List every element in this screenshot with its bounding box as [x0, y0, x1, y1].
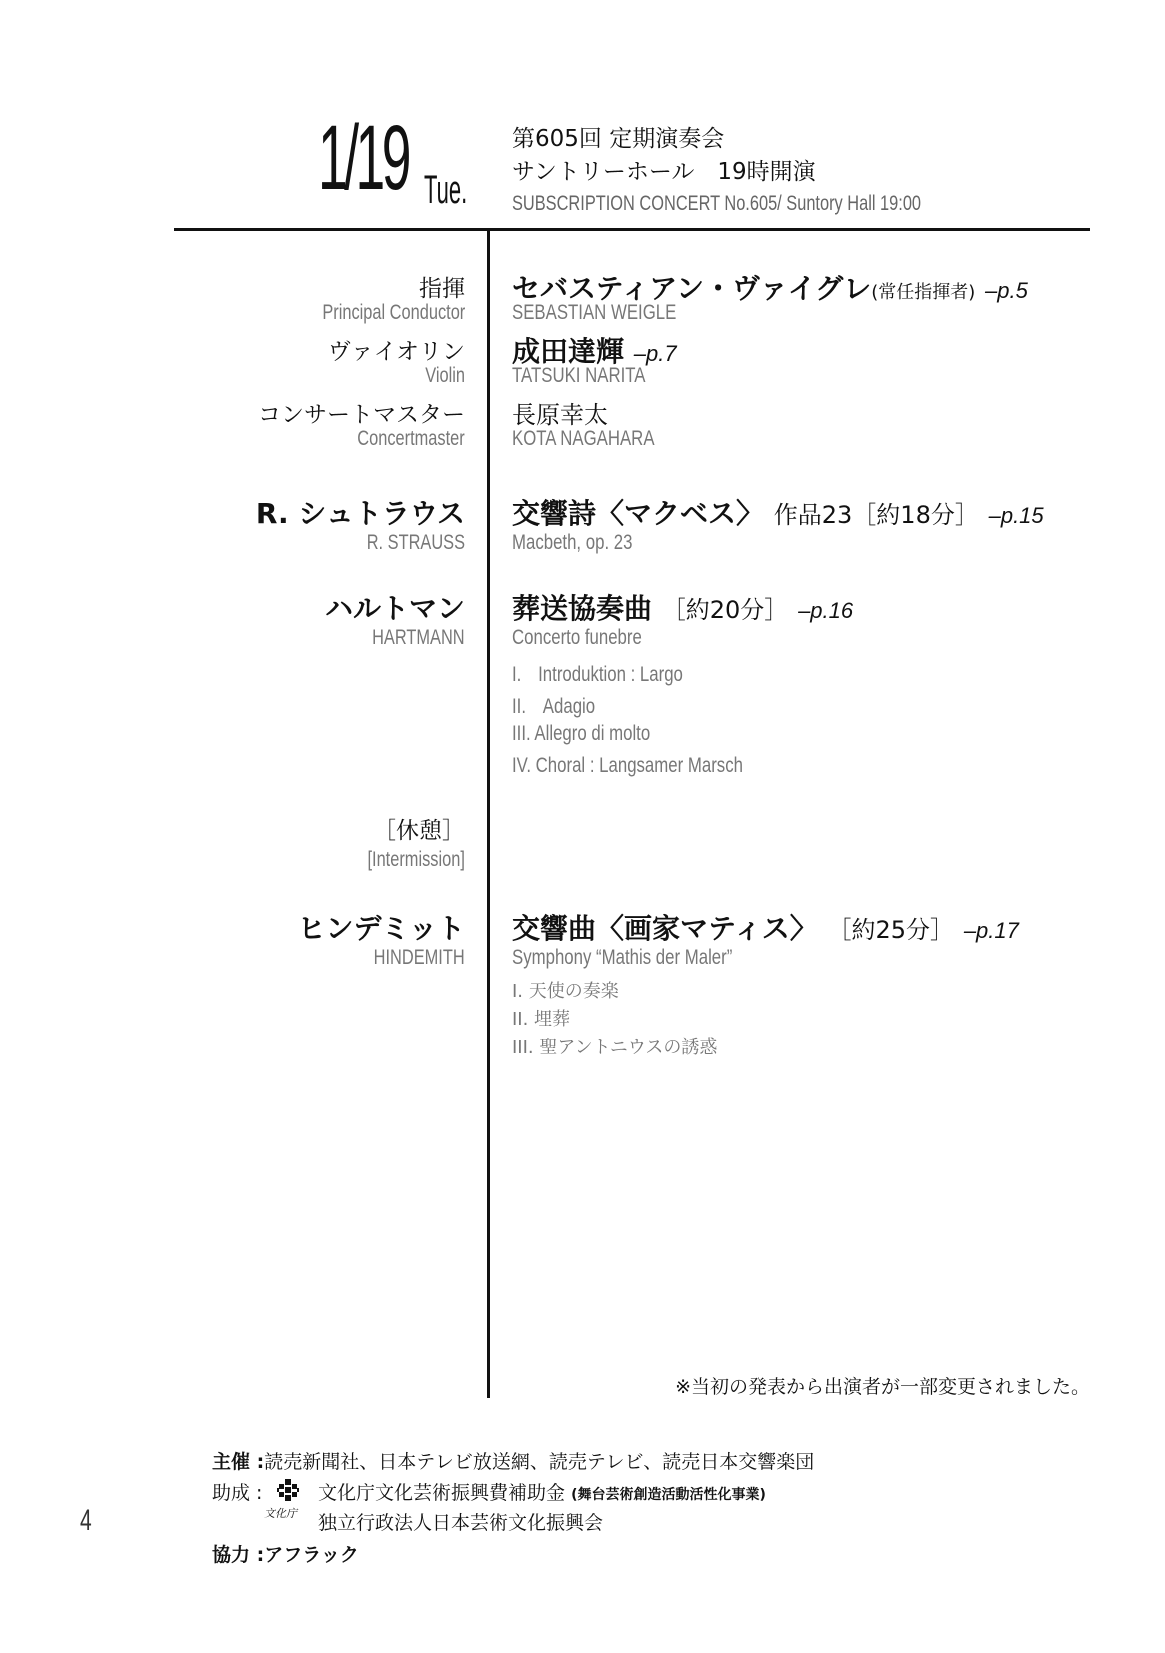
work-mathis-title: 交響曲〈画家マティス〉: [512, 912, 818, 945]
organizer-text: 読売新聞社、日本テレビ放送網、読売テレビ、読売日本交響楽団: [264, 1451, 815, 1473]
concert-date: 1/19: [318, 107, 408, 209]
support-1-text: 文化庁文化芸術振興費補助金: [318, 1482, 566, 1504]
work-funebre-duration: ［約20分］: [661, 596, 789, 624]
work-mathis-duration: ［約25分］: [827, 916, 955, 944]
composer-hindemith-jp: ヒンデミット: [297, 912, 465, 945]
cooperation-label: 協力 :: [212, 1544, 265, 1566]
cooperation-text: アフラック: [264, 1544, 359, 1566]
movement-item: III. 聖アントニウスの誘惑: [512, 1037, 718, 1058]
violinist-page-ref: –p.7: [633, 341, 677, 366]
support-line-1: [318, 1478, 766, 1505]
movement-item: II. 埋葬: [512, 1009, 571, 1030]
concert-title-jp: 第605回 定期演奏会: [512, 126, 725, 152]
column-divider: [487, 228, 490, 1398]
movement-item: II. Adagio: [512, 695, 596, 718]
conductor-page-ref: –p.5: [985, 278, 1028, 303]
movement-item: I. Introduktion : Largo: [512, 663, 683, 686]
work-funebre-title: 葬送協奏曲: [512, 592, 653, 625]
bunkacho-logo-text: 文化庁: [264, 1507, 297, 1520]
composer-strauss-jp: R. シュトラウス: [255, 497, 465, 530]
support-1-note: (舞台芸術創造活動活性化事業): [571, 1487, 766, 1503]
organizer-label: 主催 :: [212, 1451, 265, 1473]
organizer-line: [212, 1447, 814, 1474]
movement-item: I. 天使の奏楽: [512, 981, 619, 1002]
conductor-name-en: SEBASTIAN WEIGLE: [512, 301, 677, 324]
change-note: ※当初の発表から出演者が一部変更されました。: [675, 1376, 1090, 1398]
work-macbeth-en: Macbeth, op. 23: [512, 531, 633, 554]
support-line-2: 独立行政法人日本芸術文化振興会: [318, 1512, 604, 1534]
cooperation-line: [212, 1540, 359, 1567]
work-mathis-page-ref: –p.17: [963, 918, 1019, 943]
concertmaster-name-jp: 長原幸太: [512, 401, 608, 429]
work-macbeth-duration: 作品23［約18分］: [773, 501, 979, 529]
concertmaster-name-en: KOTA NAGAHARA: [512, 427, 655, 450]
page-number: 4: [80, 1504, 92, 1537]
conductor-title: (常任指揮者): [871, 282, 976, 303]
role-concertmaster-jp: コンサートマスター: [258, 402, 465, 428]
intermission-jp: ［休憩］: [373, 818, 465, 844]
bunkacho-logo-icon: [276, 1478, 300, 1502]
work-macbeth-jp: [512, 492, 1044, 532]
work-mathis-jp: [512, 907, 1019, 947]
concert-title-en: SUBSCRIPTION CONCERT No.605/ Suntory Hall 19:00: [512, 192, 922, 215]
composer-hartmann-en: HARTMANN: [372, 626, 465, 649]
venue-jp: サントリーホール 19時開演: [512, 159, 816, 185]
work-funebre-page-ref: –p.16: [798, 598, 854, 623]
role-violin-en: Violin: [425, 364, 465, 387]
intermission-en: [Intermission]: [367, 848, 465, 871]
role-concertmaster-en: Concertmaster: [357, 427, 465, 450]
composer-hindemith-en: HINDEMITH: [373, 946, 465, 969]
conductor-name: セバスティアン・ヴァイグレ: [512, 272, 872, 305]
work-macbeth-title: 交響詩〈マクベス〉: [512, 497, 765, 530]
violinist-name: 成田達輝: [512, 335, 625, 368]
composer-hartmann-jp: ハルトマン: [324, 592, 465, 625]
header-divider: [174, 228, 1090, 231]
concert-day: Tue.: [424, 168, 468, 212]
composer-strauss-en: R. STRAUSS: [366, 531, 465, 554]
work-macbeth-page-ref: –p.15: [988, 503, 1044, 528]
role-violin-jp: ヴァイオリン: [327, 339, 465, 365]
role-conductor-en: Principal Conductor: [322, 301, 465, 324]
violinist-name-en: TATSUKI NARITA: [512, 364, 646, 387]
work-funebre-en: Concerto funebre: [512, 626, 642, 649]
role-conductor-jp: 指揮: [419, 276, 465, 302]
support-label: 助成 :: [212, 1482, 263, 1504]
movement-item: IV. Choral : Langsamer Marsch: [512, 754, 743, 777]
movement-item: III. Allegro di molto: [512, 722, 651, 745]
work-funebre-jp: [512, 587, 853, 627]
work-mathis-en: Symphony “Mathis der Maler”: [512, 946, 733, 969]
